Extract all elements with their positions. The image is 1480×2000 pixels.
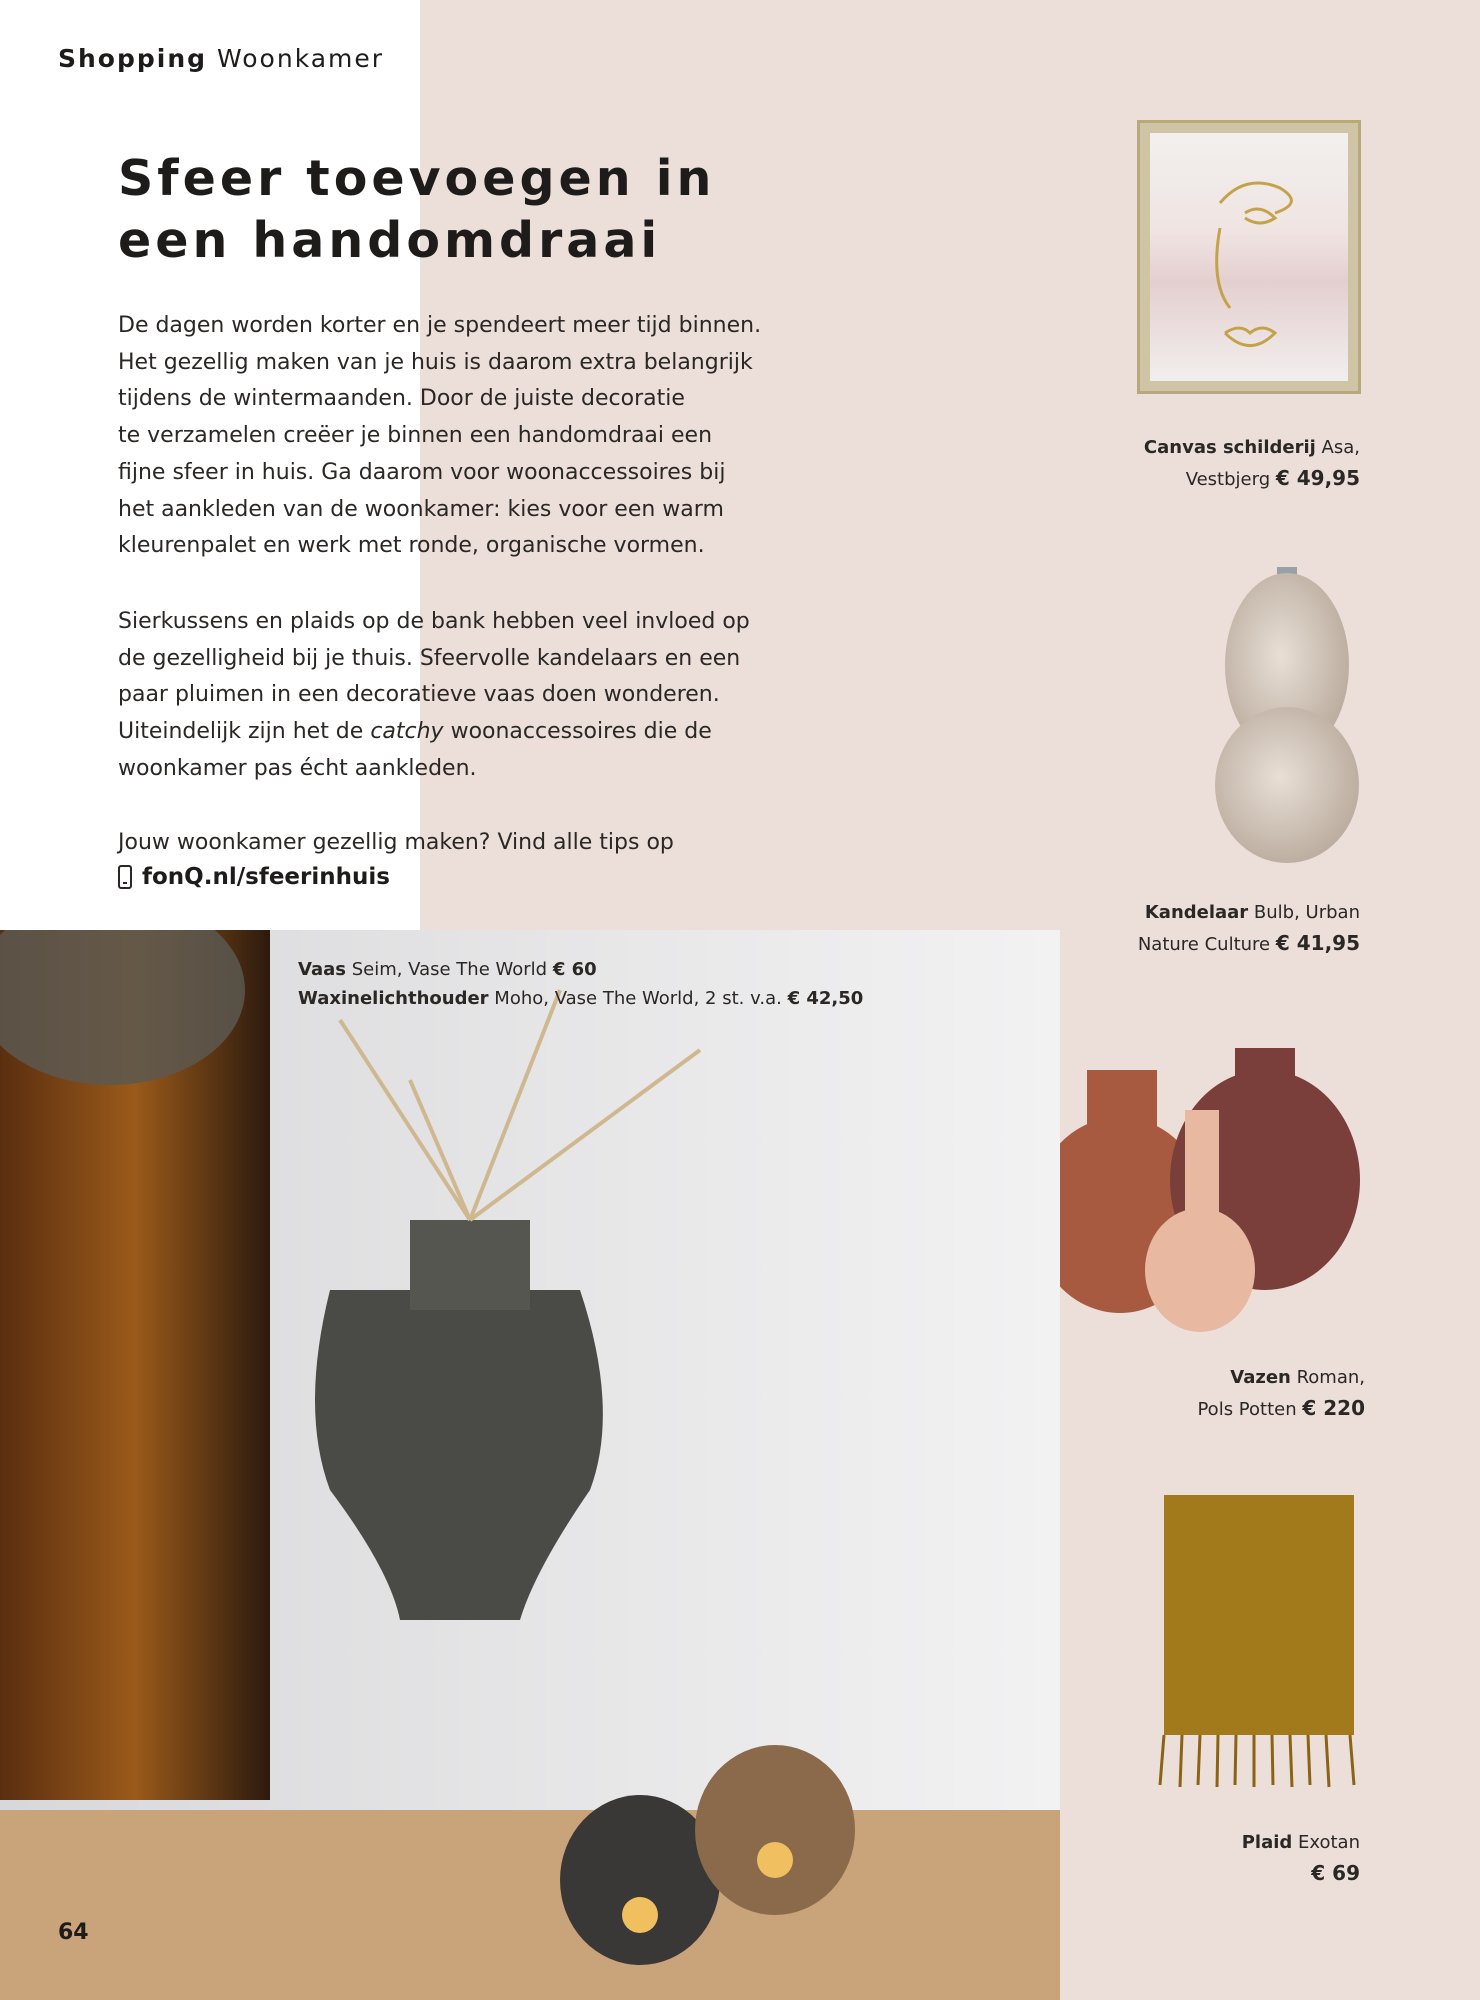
phone-icon [118,865,132,889]
product-name: Vaas [298,959,346,980]
product-price: € 220 [1302,1396,1365,1420]
text-line: Sierkussens en plaids op de bank hebben veel invloed op [118,609,750,634]
text-line: woonkamer pas écht aankleden. [118,755,477,781]
website-link[interactable] [118,864,390,890]
product-brand: Pols Potten [1197,1399,1297,1420]
text-line: fijne sfeer in huis. Ga daarom voor woonaccessoires bij [118,459,726,485]
section-header [58,44,384,73]
product-detail: Asa, [1321,437,1360,458]
title-line-1: Sfeer toevoegen in [118,150,716,207]
product-detail: Roman, [1296,1367,1365,1388]
product-brand: Nature Culture [1137,934,1271,955]
text-line: paar pluimen in een decoratieve vaas doen wonderen. [118,682,720,708]
product-price: € 42,50 [787,988,864,1009]
vases-caption [1197,1362,1365,1425]
text-line: Het gezellig maken van je huis is daarom extra belangrijk [118,349,753,375]
text-line: kleurenpalet en werk met ronde, organische vormen. [118,533,705,559]
text-line: woonaccessoires die de [443,719,712,745]
tips-paragraph: Jouw woonkamer gezellig maken? Vind alle tips op [118,830,674,855]
subsection-label: Woonkamer [217,44,385,73]
text-line: de gezelligheid bij je thuis. Sfeervolle kandelaars en een [118,645,741,671]
product-detail: Exotan [1298,1832,1360,1853]
canvas-caption [1144,432,1360,495]
product-name: Waxinelichthouder [298,988,489,1009]
intro-paragraph [118,308,798,565]
product-price: € 41,95 [1275,931,1360,955]
face-line-art-icon [1150,133,1348,381]
text-line: tijdens de wintermaanden. Door de juiste decoratie [118,386,685,412]
canvas-painting-image [1137,120,1361,394]
product-name: Vazen [1230,1367,1291,1388]
italic-word: catchy [370,719,444,745]
text-line: te verzamelen creëer je binnen een handomdraai een [118,423,713,449]
product-name: Kandelaar [1144,902,1249,923]
plaid-image [1152,1495,1367,1795]
text-line: Uiteindelijk zijn het de [118,719,371,745]
living-room-scene-image [0,930,1060,2000]
title-line-2: een handomdraai [118,212,662,269]
product-detail: Moho, Vase The World, 2 st. v.a. [494,988,782,1009]
candle-caption [1138,897,1360,960]
text-line: het aankleden van de woonkamer: kies voor een warm [118,496,724,522]
section-label: Shopping [58,44,208,73]
product-price: € 60 [552,959,597,980]
website-link-text[interactable]: fonQ.nl/sfeerinhuis [142,864,390,890]
product-name: Canvas schilderij [1143,437,1316,458]
product-price: € 49,95 [1275,466,1360,490]
text-line: De dagen worden korter en je spendeert meer tijd binnen. [118,313,762,338]
plaid-caption [1242,1827,1360,1890]
product-price: € 69 [1311,1861,1360,1885]
page-number: 64 [58,1920,89,1945]
product-detail: Bulb, Urban [1253,902,1360,923]
living-room-photo [0,930,1060,2000]
page-title [118,148,715,272]
photo-caption [298,955,863,1013]
vases-image [1025,1040,1385,1340]
product-name: Plaid [1241,1832,1293,1853]
candle-holder-image [1213,565,1361,865]
second-paragraph [118,604,798,788]
product-detail: Seim, Vase The World [351,959,548,980]
product-brand: Vestbjerg [1185,469,1271,490]
